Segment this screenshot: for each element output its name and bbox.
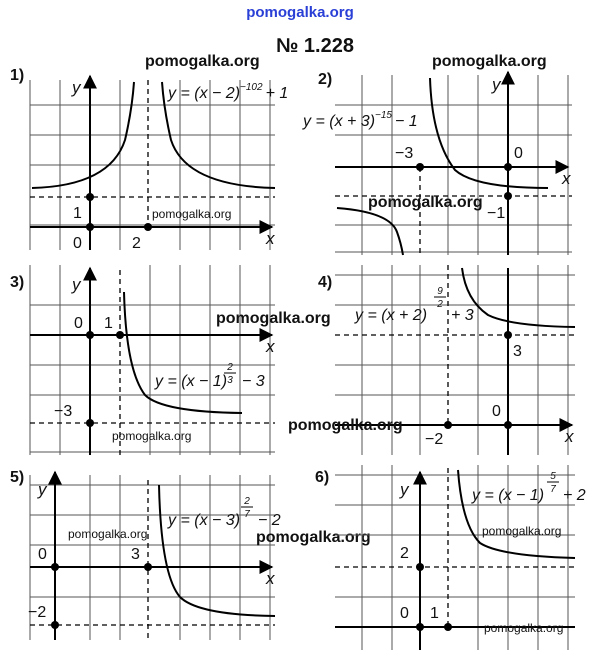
panel-3-origin bbox=[86, 331, 94, 339]
watermark: pomogalka.org bbox=[484, 621, 564, 635]
panel-4-x-label: x bbox=[565, 427, 574, 446]
panel-5-exp-num: 2 bbox=[244, 496, 250, 507]
panel-2-point-y bbox=[504, 192, 512, 200]
panel-3-exp-den: 3 bbox=[227, 375, 233, 386]
watermark: pomogalka.org bbox=[145, 53, 260, 70]
panel-4-label-0: 0 bbox=[492, 403, 501, 420]
panel-2-origin bbox=[504, 163, 512, 171]
watermark: pomogalka.org bbox=[368, 194, 483, 211]
watermark: pomogalka.org bbox=[482, 524, 562, 538]
watermark: pomogalka.org bbox=[152, 207, 232, 221]
panel-1-point-x bbox=[144, 223, 152, 231]
panel-1-origin bbox=[86, 223, 94, 231]
panel-4-point-x bbox=[444, 421, 452, 429]
panel-4-formula-tail: + 3 bbox=[451, 307, 474, 324]
panel-2-label-neg1: −1 bbox=[487, 205, 506, 222]
panel-3-grid bbox=[30, 265, 275, 455]
panel-1-y-label: y bbox=[72, 78, 81, 97]
panel-4-origin bbox=[504, 421, 512, 429]
panel-5-curve bbox=[159, 485, 275, 616]
panel-3-x-label: x bbox=[266, 337, 275, 356]
problem-number: № 1.228 bbox=[276, 35, 354, 57]
panel-5-label-0: 0 bbox=[38, 546, 47, 563]
panel-1-grid bbox=[30, 80, 275, 250]
panel-5-label-3: 3 bbox=[131, 546, 140, 563]
panel-4-exp-den: 2 bbox=[437, 299, 443, 310]
panel-1-label-0: 0 bbox=[73, 235, 82, 252]
panel-5-point-y bbox=[51, 621, 59, 629]
panel-2-point-x bbox=[416, 163, 424, 171]
panel-1-x-label: x bbox=[266, 229, 275, 248]
watermark: pomogalka.org bbox=[68, 527, 148, 541]
panel-2 bbox=[302, 53, 572, 255]
panel-2-formula: $y = (x + 3)^{-15} - 1$ bbox=[303, 110, 418, 130]
panel-2-label-0: 0 bbox=[514, 145, 523, 162]
panel-2-number: 2) bbox=[318, 71, 333, 88]
panel-5-formula-tail: − 2 bbox=[258, 512, 281, 529]
watermark: pomogalka.org bbox=[288, 417, 403, 434]
panel-3-label-1: 1 bbox=[104, 315, 113, 332]
panel-2-y-label: y bbox=[492, 75, 501, 94]
panel-6-label-0: 0 bbox=[400, 605, 409, 622]
panel-6-exp-den: 7 bbox=[550, 484, 556, 495]
panel-4-formula: y = (x + 2) bbox=[355, 307, 428, 324]
panel-6-formula: y = (x − 1) bbox=[472, 487, 545, 504]
panel-5-number: 5) bbox=[10, 469, 25, 486]
panel-3-point-y bbox=[86, 419, 94, 427]
panel-6-point-y bbox=[416, 563, 424, 571]
panel-3-formula-tail: − 3 bbox=[242, 373, 265, 390]
panel-6-point-x bbox=[444, 623, 452, 631]
panel-5-x-label: x bbox=[266, 569, 275, 588]
panel-6-number: 6) bbox=[315, 469, 330, 486]
panel-3-label-0: 0 bbox=[74, 315, 83, 332]
panel-3-formula: y = (x − 1) bbox=[155, 373, 228, 390]
watermark: pomogalka.org bbox=[256, 529, 371, 546]
panel-1-label-1: 1 bbox=[73, 205, 82, 222]
panel-2-label-neg3: −3 bbox=[395, 145, 414, 162]
panel-3-number: 3) bbox=[10, 274, 25, 291]
panel-5-label-neg2: −2 bbox=[28, 604, 47, 621]
panel-3-exp-num: 2 bbox=[227, 362, 233, 373]
panel-2-grid bbox=[335, 75, 572, 255]
panel-1 bbox=[10, 53, 288, 252]
panel-5-y-label: y bbox=[38, 480, 47, 499]
panel-6 bbox=[315, 465, 586, 650]
panel-6-origin bbox=[416, 623, 424, 631]
panel-4-exp-num: 9 bbox=[437, 286, 443, 297]
panel-6-label-2: 2 bbox=[400, 545, 409, 562]
watermark: pomogalka.org bbox=[216, 310, 331, 327]
panel-5-point-x bbox=[144, 563, 152, 571]
panel-5-formula: y = (x − 3) bbox=[168, 512, 241, 529]
panel-2-curve-left bbox=[337, 208, 403, 255]
panel-6-label-1: 1 bbox=[430, 605, 439, 622]
panel-6-y-label: y bbox=[400, 480, 409, 499]
panel-6-exp-num: 5 bbox=[550, 471, 556, 482]
panel-4-point-y bbox=[504, 331, 512, 339]
panel-1-formula: $y = (x - 2)^{-102} + 1$ bbox=[168, 82, 289, 102]
site-link[interactable]: pomogalka.org bbox=[246, 4, 354, 21]
watermark: pomogalka.org bbox=[112, 429, 192, 443]
panel-4-label-neg2: −2 bbox=[425, 431, 444, 448]
panel-6-formula-tail: + 2 bbox=[563, 487, 586, 504]
panel-2-x-label: x bbox=[562, 169, 571, 188]
watermark: pomogalka.org bbox=[432, 53, 547, 70]
panel-5-exp-den: 7 bbox=[244, 509, 250, 520]
panel-3 bbox=[10, 265, 331, 455]
panel-4-number: 4) bbox=[318, 274, 333, 291]
panel-3-label-neg3: −3 bbox=[54, 403, 73, 420]
panel-4 bbox=[288, 265, 575, 455]
panel-1-number: 1) bbox=[10, 67, 25, 84]
panel-1-label-2: 2 bbox=[132, 235, 141, 252]
panel-4-curve bbox=[462, 268, 575, 327]
panel-6-curve bbox=[458, 470, 575, 558]
panel-3-point-x bbox=[116, 331, 124, 339]
panel-5 bbox=[10, 469, 371, 640]
panel-3-y-label: y bbox=[72, 275, 81, 294]
panel-4-label-3: 3 bbox=[513, 343, 522, 360]
panel-5-origin bbox=[51, 563, 59, 571]
panel-1-point bbox=[86, 193, 94, 201]
